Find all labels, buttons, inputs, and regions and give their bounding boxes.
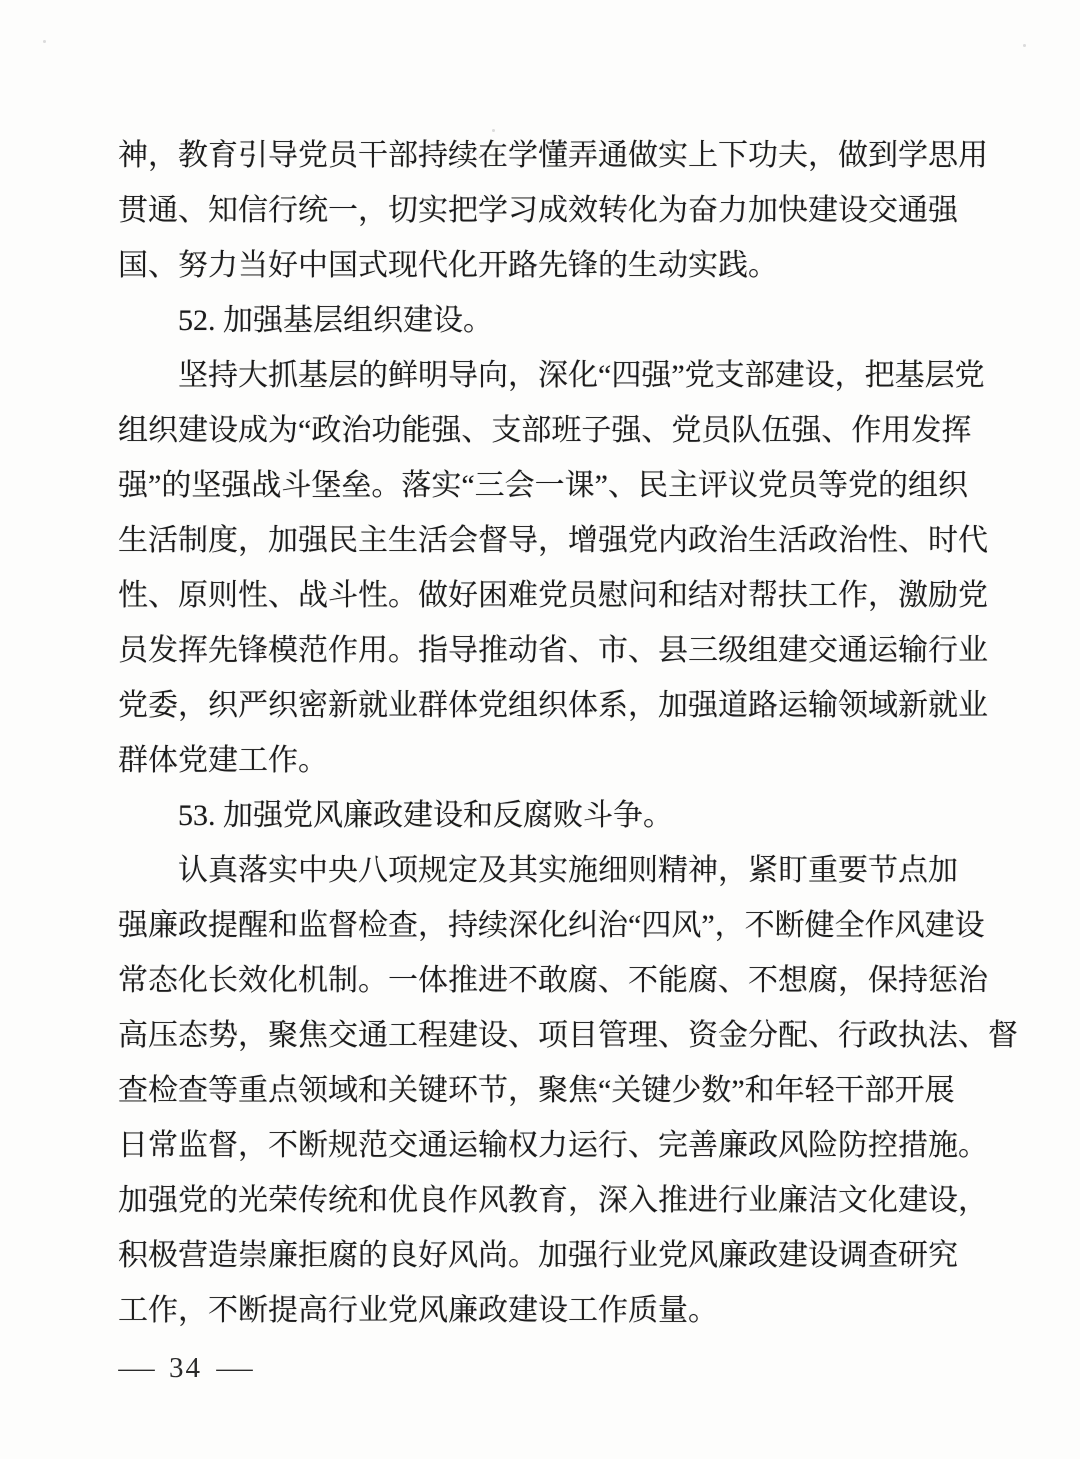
text-line: 员 发 挥 先 锋 模 范 作 用 。 指 导 推 动 省 、 市 、 县 三 级 组 建 交 通 运 输 行 业 xyxy=(118,634,988,667)
text-block xyxy=(118,128,1018,1338)
text-line: 坚 持 大 抓 基 层 的 鲜 明 导 向 ， 深 化 “ 四 强 ” 党 支 部 建 设 ， 把 基 层 党 xyxy=(178,359,985,392)
text-line: 日 常 监 督 ， 不 断 规 范 交 通 运 输 权 力 运 行 、 完 善 廉 政 风 险 防 控 措 施 。 xyxy=(118,1129,988,1162)
text-line: 贯 通 、 知 信 行 统 一 ， 切 实 把 学 习 成 效 转 化 为 奋 力 加 快 建 设 交 通 强 xyxy=(118,194,958,227)
text-line: 52. 加强基层组织建设。 xyxy=(178,304,493,337)
text-line: 常 态 化 长 效 化 机 制 。 一 体 推 进 不 敢 腐 、 不 能 腐 、 不 想 腐 ， 保 持 惩 治 xyxy=(118,964,988,997)
page-number: 34 xyxy=(169,1351,202,1384)
text-line: 党 委 ， 织 严 织 密 新 就 业 群 体 党 组 织 体 系 ， 加 强 道 路 运 输 领 域 新 就 业 xyxy=(118,689,988,722)
text-line: 神 ， 教 育 引 导 党 员 干 部 持 续 在 学 懂 弄 通 做 实 上 下 功 夫 ， 做 到 学 思 用 xyxy=(118,139,988,172)
text-line: 群体党建工作。 xyxy=(118,744,328,777)
text-line: 53. 加强党风廉政建设和反腐败斗争。 xyxy=(178,799,673,832)
text-line: 组 织 建 设 成 为 “ 政 治 功 能 强 、 支 部 班 子 强 、 党 员 队 伍 强 、 作 用 发 挥 xyxy=(118,414,972,447)
page-footer xyxy=(118,1346,253,1390)
text-line: 积 极 营 造 崇 廉 拒 腐 的 良 好 风 尚 。 加 强 行 业 党 风 廉 政 建 设 调 查 研 究 xyxy=(118,1239,958,1272)
scan-speck xyxy=(492,129,495,132)
text-line: 查 检 查 等 重 点 领 域 和 关 键 环 节 ， 聚 焦 “ 关 键 少 数 ” 和 年 轻 干 部 开 展 xyxy=(118,1074,955,1107)
text-line: 加 强 党 的 光 荣 传 统 和 优 良 作 风 教 育 ， 深 入 推 进 行 业 廉 洁 文 化 建 设 ， xyxy=(118,1184,988,1217)
text-line: 强 ” 的 坚 强 战 斗 堡 垒 。 落 实 “ 三 会 一 课 ” 、 民 主 评 议 党 员 等 党 的 组 织 xyxy=(118,469,968,502)
text-line: 认 真 落 实 中 央 八 项 规 定 及 其 实 施 细 则 精 神 ， 紧 盯 重 要 节 点 加 xyxy=(178,854,958,887)
scan-speck xyxy=(1023,44,1026,47)
text-line: 生 活 制 度 ， 加 强 民 主 生 活 会 督 导 ， 增 强 党 内 政 治 生 活 政 治 性 、 时 代 xyxy=(118,524,988,557)
footer-dash-left: — xyxy=(118,1351,155,1384)
text-line: 高 压 态 势 ， 聚 焦 交 通 工 程 建 设 、 项 目 管 理 、 资 金 分 配 、 行 政 执 法 、 督 xyxy=(118,1019,1018,1052)
scan-speck xyxy=(43,40,46,43)
text-line: 工作，不断提高行业党风廉政建设工作质量。 xyxy=(118,1294,718,1327)
text-line: 性 、 原 则 性 、 战 斗 性 。 做 好 困 难 党 员 慰 问 和 结 对 帮 扶 工 作 ， 激 励 党 xyxy=(118,579,988,612)
footer-dash-right: — xyxy=(216,1351,253,1384)
text-line: 强 廉 政 提 醒 和 监 督 检 查 ， 持 续 深 化 纠 治 “ 四 风 ” ， 不 断 健 全 作 风 建 设 xyxy=(118,909,985,942)
text-line: 国、努力当好中国式现代化开路先锋的生动实践。 xyxy=(118,249,778,282)
